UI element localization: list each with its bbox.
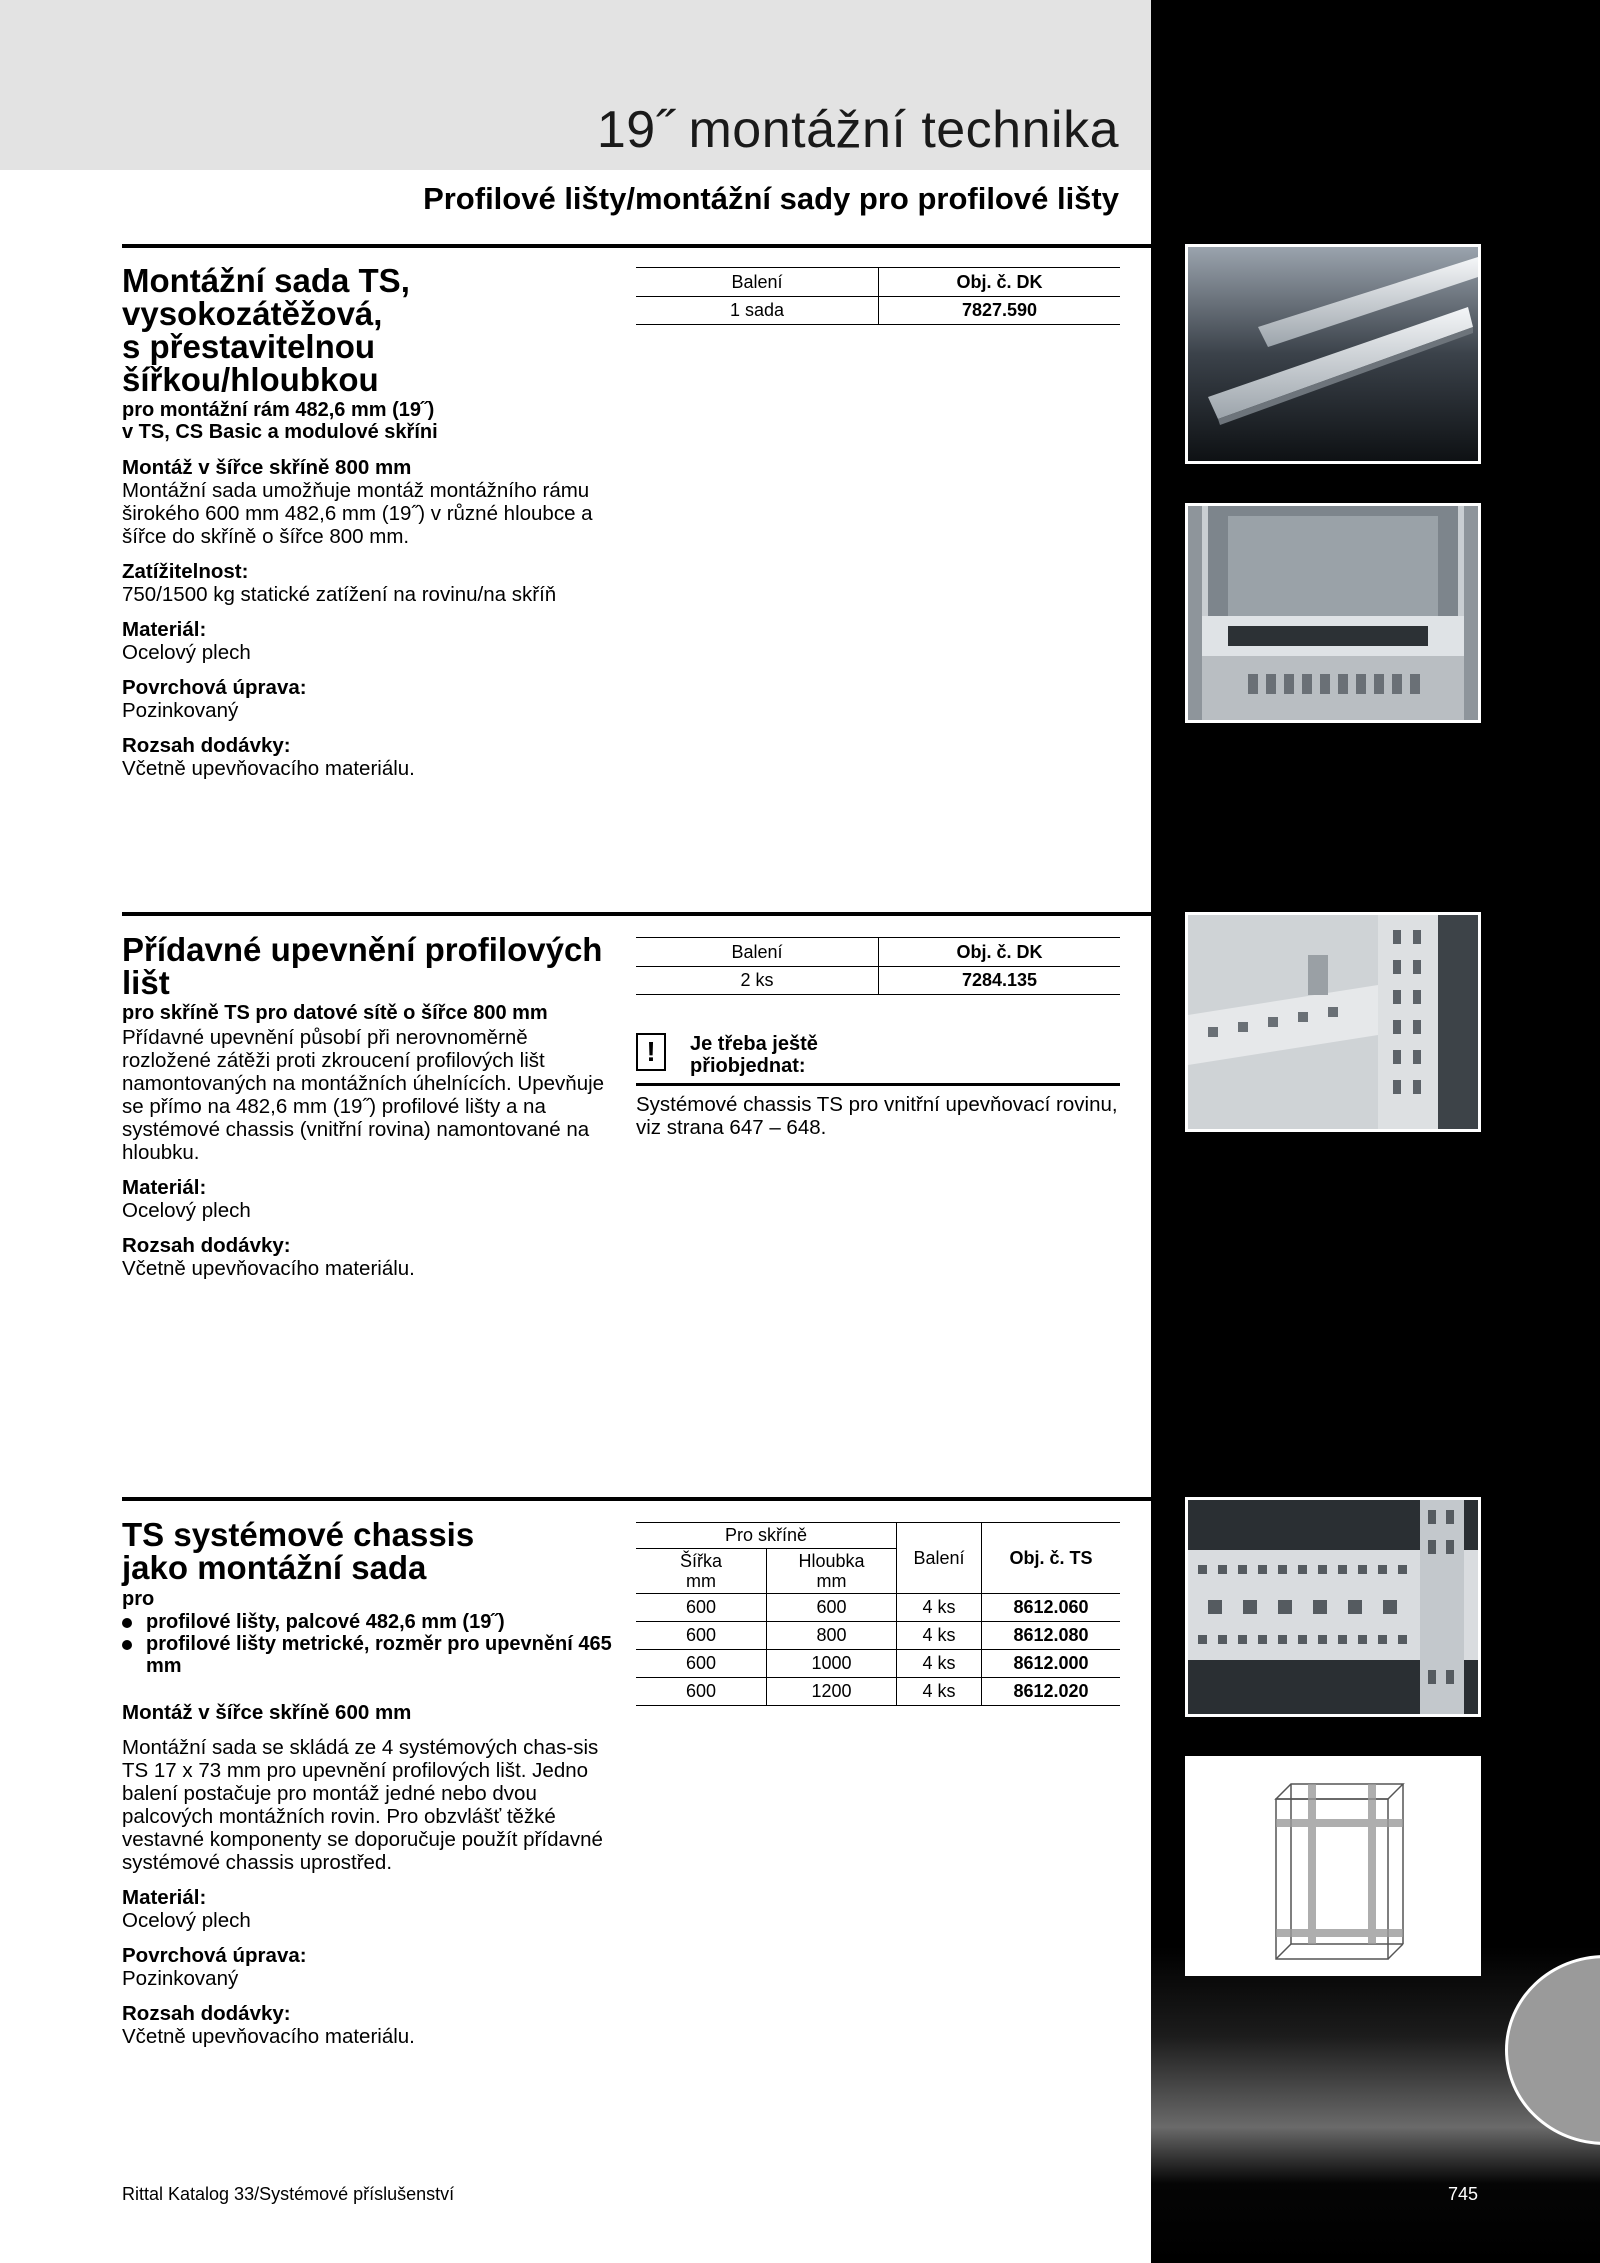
product-photo-cabinet xyxy=(1185,503,1481,723)
product-title: TS systémové chassis jako montážní sada xyxy=(122,1516,475,1586)
product-photo-rails xyxy=(1185,244,1481,464)
product-drawing-cabinet xyxy=(1185,1756,1481,1976)
product-title: Přídavné upevnění profilových lišt xyxy=(122,931,603,1001)
table-header: Hloubka mm xyxy=(767,1549,897,1594)
table-row: 600 800 4 ks 8612.080 xyxy=(636,1622,1120,1650)
note-heading: Je třeba ještě přiobjednat: xyxy=(690,1033,818,1077)
footer-catalog: Rittal Katalog 33/Systémové příslušenství xyxy=(122,2184,455,2204)
table-row: 600 1000 4 ks 8612.000 xyxy=(636,1650,1120,1678)
list-item: profilové lišty metrické, rozměr pro upevnění 465 mm xyxy=(122,1633,622,1677)
table-row: 600 600 4 ks 8612.060 xyxy=(636,1594,1120,1622)
page-title: 19˝ montážní technika xyxy=(596,101,1119,159)
product-description: Přídavné upevnění působí při nerovnoměrně rozložené zátěži proti zkroucení profilových lišt namontovaných na montážních úhelnících. Upevňuje se přímo na 482,6 mm (19˝) profilové lišty a na systémové chassis (vnitřní rovina) namontované na hloubku. Materiál: Ocelový plech Rozsah dodávky: Včetně upevňovacího materiálu. xyxy=(122,1026,605,1280)
product-photo-bracket xyxy=(1185,912,1481,1132)
table-header: Obj. č. DK xyxy=(879,938,1121,967)
section-divider xyxy=(122,244,1151,248)
note-divider xyxy=(636,1083,1120,1086)
note-text: Systémové chassis TS pro vnitřní upevňovací rovinu, viz strana 647 – 648. xyxy=(636,1093,1118,1139)
section-divider xyxy=(122,1497,1151,1501)
table-row: 2 ks 7284.135 xyxy=(636,967,1120,995)
feature-list xyxy=(122,1611,622,1677)
table-header: Obj. č. TS xyxy=(982,1523,1121,1594)
table-header: Balení xyxy=(897,1523,982,1594)
order-table xyxy=(636,1522,1120,1706)
list-item: profilové lišty, palcové 482,6 mm (19˝) xyxy=(122,1611,622,1633)
warning-icon: ! xyxy=(636,1033,666,1071)
product-description: Montáž v šířce skříně 800 mm Montážní sada umožňuje montáž montážního rámu širokého 600 mm 482,6 mm (19˝) v různé hloubce a šířce do skříně o šířce 800 mm. Zatížitelnost: 750/1500 kg statické zatížení na rovinu/na skříň Materiál: Ocelový plech Povrchová úprava: Pozinkovaný Rozsah dodávky: Včetně upevňovacího materiálu. xyxy=(122,456,593,780)
product-subtitle: pro montážní rám 482,6 mm (19˝) v TS, CS Basic a modulové skříni xyxy=(122,399,438,443)
product-photo-chassis xyxy=(1185,1497,1481,1717)
table-header: Balení xyxy=(636,268,879,297)
table-header: Šířka mm xyxy=(636,1549,767,1594)
table-header: Obj. č. DK xyxy=(879,268,1121,297)
order-table xyxy=(636,267,1120,325)
product-description: pro profilové lišty, palcové 482,6 mm (19˝) profilové lišty metrické, rozměr pro upevnění 465 mm Montáž v šířce skříně 600 mm Montážní sada se skládá ze 4 systémových chas-sis TS 17 x 73 mm pro upevnění profilových lišt. Jedno balení postačuje pro montáž jedné nebo dvou palcových montážních rovin. Pro obzvlášť těžké vestavné komponenty se doporučuje použít přídavné systémové chassis uprostřed. Materiál: Ocelový plech Povrchová úprava: Pozinkovaný Rozsah dodávky: Včetně upevňovacího materiálu. xyxy=(122,1588,622,2060)
table-header: Balení xyxy=(636,938,879,967)
product-title: Montážní sada TS, vysokozátěžová, s přestavitelnou šířkou/hloubkou xyxy=(122,262,410,398)
section-divider xyxy=(122,912,1151,916)
product-subtitle: pro skříně TS pro datové sítě o šířce 800 mm xyxy=(122,1002,548,1024)
table-header: Pro skříně xyxy=(636,1523,897,1549)
table-row: 600 1200 4 ks 8612.020 xyxy=(636,1678,1120,1706)
page-subtitle: Profilové lišty/montážní sady pro profilové lišty xyxy=(423,181,1119,216)
table-row: 1 sada 7827.590 xyxy=(636,297,1120,325)
page-number: 745 xyxy=(1448,2184,1479,2204)
order-table xyxy=(636,937,1120,995)
